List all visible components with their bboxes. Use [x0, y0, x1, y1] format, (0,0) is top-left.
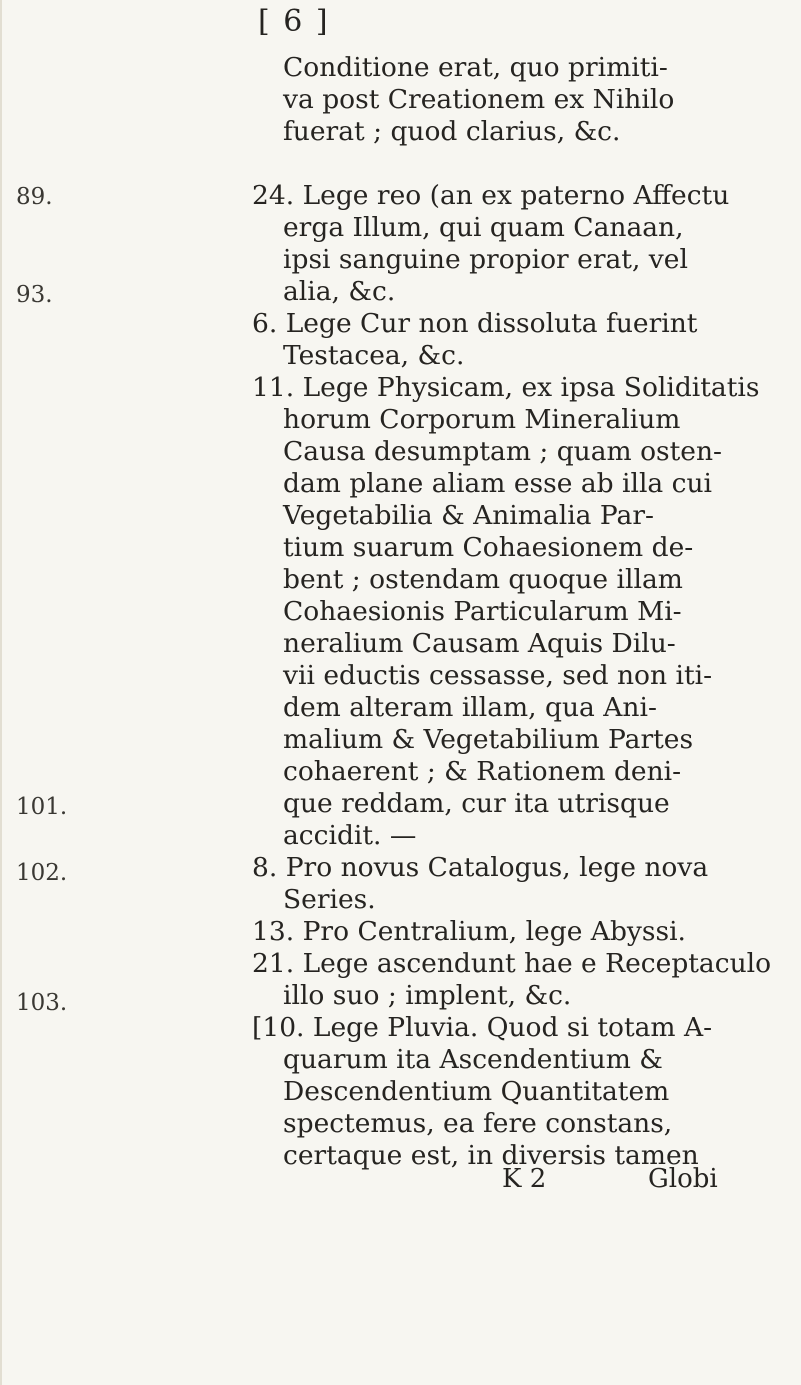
- text-line: Causa desumptam ; quam osten-: [283, 436, 723, 467]
- text-line: illo suo ; implent, &c.: [283, 980, 572, 1011]
- text-line: Testacea, &c.: [283, 340, 465, 371]
- text-line: bent ; ostendam quoque illam: [283, 564, 683, 595]
- margin-number: 101.: [16, 794, 68, 820]
- text-line: fuerat ; quod clarius, &c.: [283, 116, 621, 147]
- text-line: 24. Lege reo (an ex paterno Affectu: [252, 180, 730, 211]
- margin-number: 93.: [16, 282, 53, 308]
- margin-number: 103.: [16, 990, 68, 1016]
- signature-mark: K 2: [502, 1164, 547, 1194]
- text-line: neralium Causam Aquis Dilu-: [283, 628, 676, 659]
- text-line: horum Corporum Mineralium: [283, 404, 681, 435]
- page-number: [ 6 ]: [258, 4, 330, 39]
- text-line: va post Creationem ex Nihilo: [283, 84, 675, 115]
- catchword: Globi: [648, 1164, 718, 1194]
- text-line: 6. Lege Cur non dissoluta fuerint: [252, 308, 698, 339]
- text-line: quarum ita Ascendentium &: [283, 1044, 663, 1075]
- text-line: 13. Pro Centralium, lege Abyssi.: [252, 916, 686, 947]
- text-line: tium suarum Cohaesionem de-: [283, 532, 694, 563]
- text-line: [10. Lege Pluvia. Quod si totam A-: [252, 1012, 713, 1043]
- text-line: dam plane aliam esse ab illa cui: [283, 468, 713, 499]
- margin-number: 102.: [16, 860, 68, 886]
- text-line: spectemus, ea fere constans,: [283, 1108, 673, 1139]
- text-line: Descendentium Quantitatem: [283, 1076, 670, 1107]
- page-edge: [0, 0, 2, 1385]
- text-line: Cohaesionis Particularum Mi-: [283, 596, 682, 627]
- text-line: malium & Vegetabilium Partes: [283, 724, 694, 755]
- text-line: erga Illum, qui quam Canaan,: [283, 212, 684, 243]
- text-line: que reddam, cur ita utrisque: [283, 788, 670, 819]
- text-line: certaque est, in diversis tamen: [283, 1140, 699, 1171]
- text-line: accidit. —: [283, 820, 417, 851]
- text-line: Series.: [283, 884, 376, 915]
- text-line: 21. Lege ascendunt hae e Receptaculo: [252, 948, 772, 979]
- text-line: dem alteram illam, qua Ani-: [283, 692, 657, 723]
- text-line: Conditione erat, quo primiti-: [283, 52, 668, 83]
- text-line: Vegetabilia & Animalia Par-: [283, 500, 654, 531]
- text-line: alia, &c.: [283, 276, 396, 307]
- margin-number: 89.: [16, 184, 53, 210]
- text-line: vii eductis cessasse, sed non iti-: [283, 660, 713, 691]
- text-line: ipsi sanguine propior erat, vel: [283, 244, 688, 275]
- text-line: 8. Pro novus Catalogus, lege nova: [252, 852, 709, 883]
- text-line: cohaerent ; & Rationem deni-: [283, 756, 682, 787]
- text-line: 11. Lege Physicam, ex ipsa Soliditatis: [252, 372, 760, 403]
